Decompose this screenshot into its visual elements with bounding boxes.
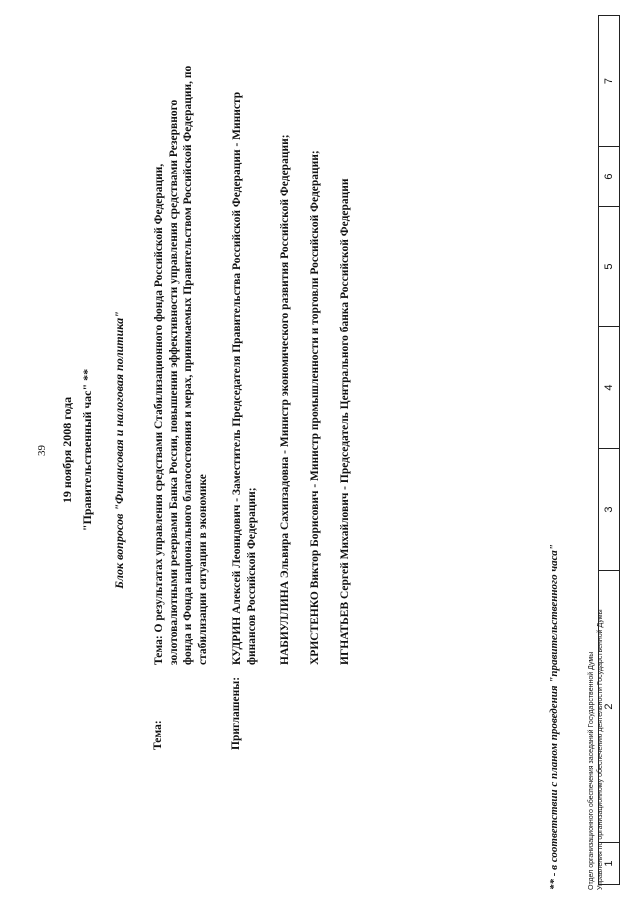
column-cell	[599, 146, 619, 206]
question-block-title: Блок вопросов "Финансовая и налоговая политика"	[112, 311, 126, 589]
invited-item: КУДРИН Алексей Леонидович - Заместитель Председателя Правительства Российской Федерации - Министр финансов Российской Федерации;	[231, 91, 258, 665]
department-line: Управления по организационному обеспечению деятельности Государственной Думы	[597, 609, 604, 890]
page-number: 39	[36, 445, 48, 456]
column-number: 3	[603, 506, 615, 513]
invited-item: ХРИСТЕНКО Виктор Борисович - Министр промышленности и торговли Российской Федерации;	[309, 150, 321, 665]
footnote: ** - в соответствии с планом проведения "правительственного часа"	[548, 544, 560, 890]
column-number: 7	[603, 77, 615, 85]
invited-item: ИГНАТЬЕВ Сергей Михайлович - Председатель Центрального банка Российской Федерации	[339, 178, 351, 665]
department-line: Отдел организационного обеспечения заседаний Государственной Думы	[588, 651, 595, 890]
topic-label: Тема:	[152, 720, 164, 750]
column-cell	[599, 570, 619, 842]
topic-text: Тема: О результатах управления средствами Стабилизационного фонда Российской Федерации, золотовалютными резервами Банка России, повышении эффективности управления средствами Резервного фонда и Фонда национального благосостояния и мерах, принимаемых Правительством Российской Федерации, по стабилизации ситуации в экономике	[153, 65, 209, 665]
column-cell	[599, 16, 619, 146]
column-number: 2	[603, 703, 615, 710]
column-cell	[599, 842, 619, 884]
session-date: 19 ноября 2008 года	[60, 396, 74, 504]
column-cell	[599, 326, 619, 448]
invited-item: НАБИУЛЛИНА Эльвира Сахипзадовна - Министр экономического развития Российской Федерации;	[279, 134, 291, 665]
invited-label: Приглашены:	[230, 676, 242, 750]
column-cell	[599, 206, 619, 326]
column-cell	[599, 448, 619, 570]
column-number: 4	[603, 384, 615, 391]
column-number: 1	[603, 860, 615, 867]
column-number-strip	[598, 15, 620, 885]
column-number: 6	[603, 173, 615, 180]
government-hour-title: "Правительственный час" **	[80, 368, 94, 532]
column-number: 5	[603, 263, 615, 270]
